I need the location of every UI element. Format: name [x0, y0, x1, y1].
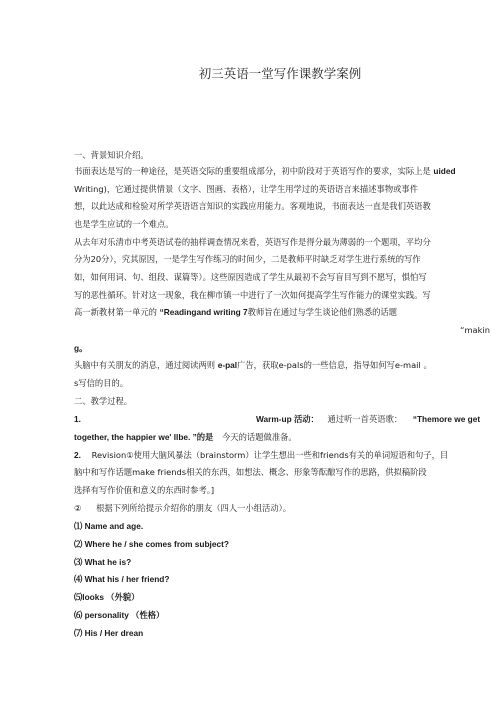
prompt-item: ⑵ Where he / she comes from subject? — [74, 539, 229, 549]
prompt-item: ⑴ Name and age. — [74, 521, 144, 531]
prompt-item: ⑺ His / Her drean — [74, 628, 144, 638]
paragraph-line: 头脑中有关朋友的消息，通过阅读两则 e-pal广告，获取e-pals的一些信息，指导如何写e-mail 。 — [74, 360, 432, 370]
prompt-item: ⑸looks （外貌） — [74, 592, 140, 602]
paragraph-line: g。 — [74, 343, 88, 353]
paragraph-line: 脑中和写作话题make friends相关的东西，如想法、概念、形象等酝酿写作的思路，供拟稿阶段 — [74, 467, 427, 477]
paragraph-line: together, the happier we' llbe. ”的是 今天的话题做准备。 — [74, 432, 297, 442]
paragraph-line: “makin — [460, 325, 490, 335]
paragraph-line: 如，如何用词、句、组段、谋篇等）。这些原因造成了学生从最初不会写盲目写到不愿写，惧怕写 — [74, 272, 427, 282]
paragraph-line: 分为20分），究其原因，一是学生写作练习的时间少，二是教师平时缺乏对学生进行系统的写作 — [74, 254, 421, 264]
paragraph-line: 从去年对乐清市中考英语试卷的抽样调查情况来看，英语写作是得分最为薄弱的一个题项，平均分 — [74, 237, 431, 247]
section-heading-background: 一、背景知识介绍。 — [74, 150, 149, 160]
section-heading-process: 二、教学过程。 — [74, 396, 133, 406]
page-title: 初三英语一堂写作课教学案例 — [198, 66, 362, 81]
paragraph-line: 也是学生应试的一个难点。 — [74, 219, 174, 229]
paragraph-line: 选择有写作价值和意义的东西时参考。] — [74, 485, 215, 495]
paragraph-line: 想，以此达成和检验对所学英语语言知识的实践应用能力。客观地说，书面表达一直是我们英语教 — [74, 201, 431, 211]
paragraph-line: Writing)，它通过提供情景（文字、图画、表格），让学生用学过的英语语言来描述事物或事件 — [74, 184, 419, 194]
paragraph-line: s写信的目的。 — [74, 378, 129, 388]
paragraph-line: 高一新教材第一单元的 “Readingand writing 7教师旨在通过与学生谈论他们熟悉的话题 — [74, 307, 398, 317]
step-2-line: 2. Revision①使用大脑风暴法（brainstorm）让学生想出一些和friends有关的单词短语和句子，目 — [74, 450, 449, 460]
paragraph-line: ② 根据下列所给提示介绍你的朋友（四人一小组活动）。 — [74, 503, 292, 513]
prompt-item: ⑶ What he is? — [74, 557, 132, 567]
prompt-item: ⑹ personality （性格） — [74, 610, 165, 620]
step-1-line: 1. Warm-up 活动： 通过听一首英语歌： “Themore we get — [74, 414, 481, 424]
paragraph-line: 书面表达是写的一种途径，是英语交际的重要组成部分，初中阶段对于英语写作的要求，实际上是 uided — [74, 166, 456, 176]
prompt-item: ⑷ What his / her friend? — [74, 574, 170, 584]
paragraph-line: 写的恶性循环。针对这一现象，我在柳市镇一中进行了一次如何提高学生写作能力的课堂实践。写 — [74, 290, 431, 300]
